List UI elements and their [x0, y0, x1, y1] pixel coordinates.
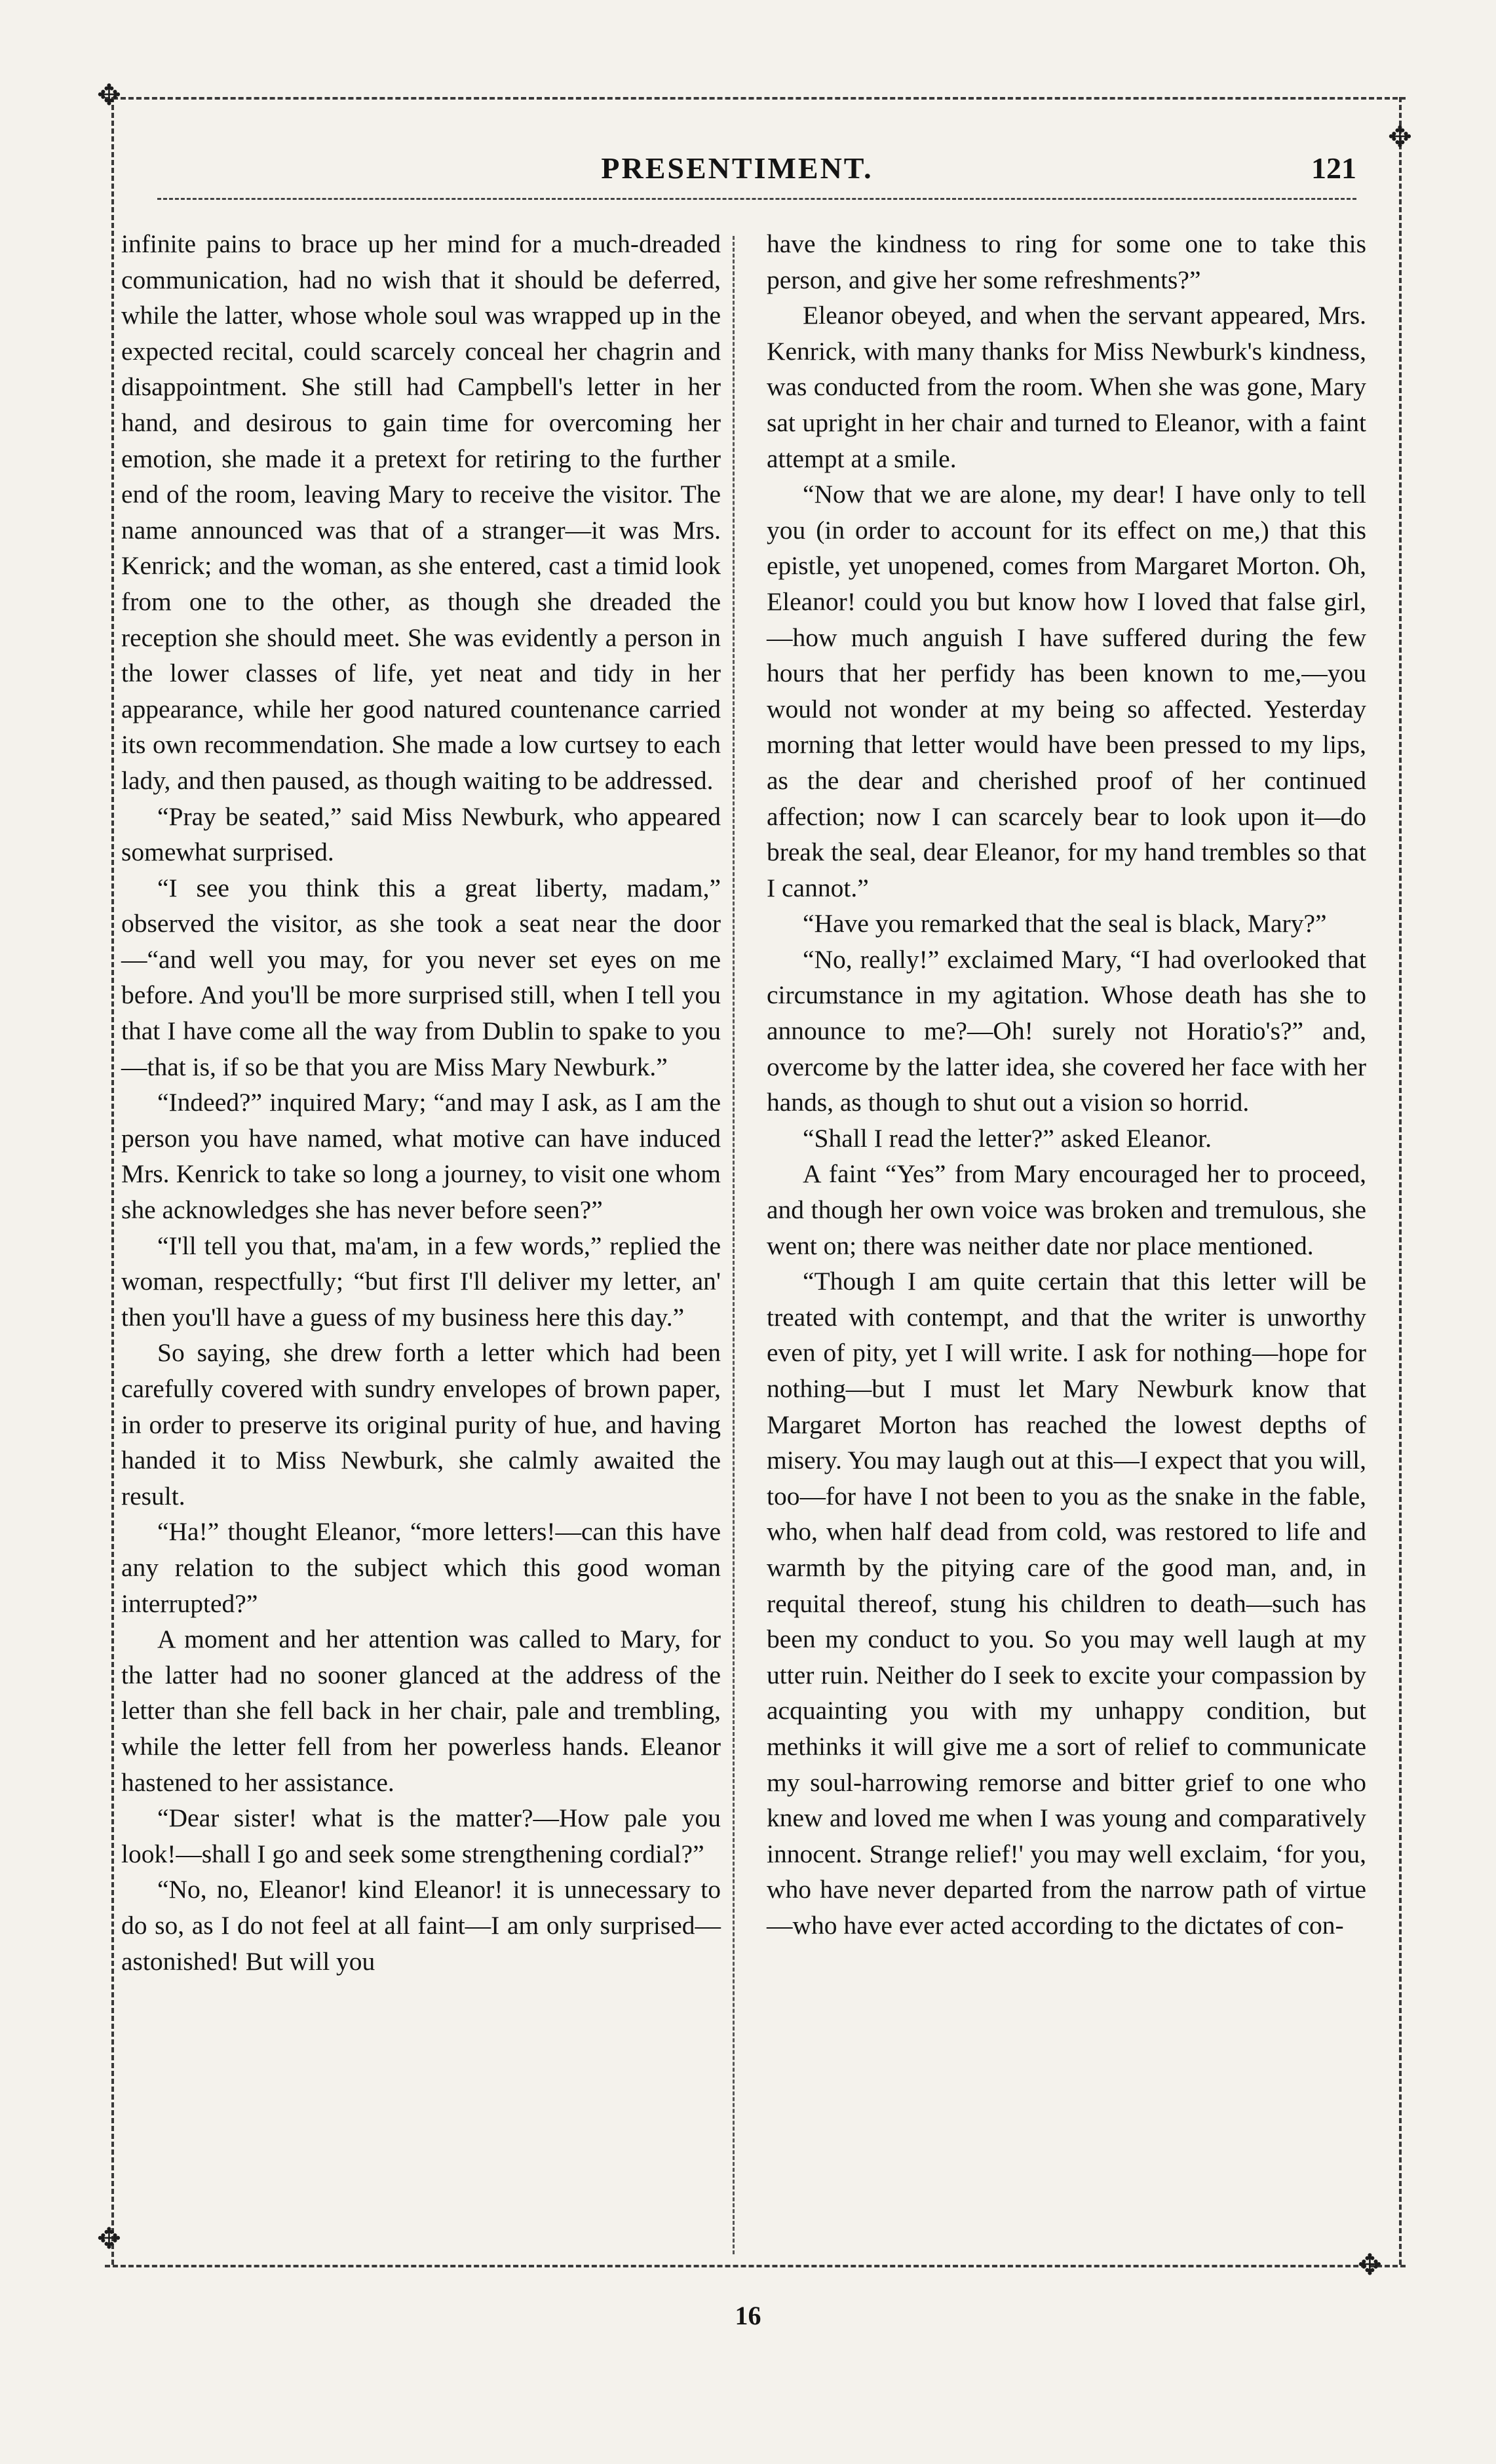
header-rule [157, 198, 1356, 200]
paragraph: “I'll tell you that, ma'am, in a few words,” replied the woman, respectfully; “but first I'll deliver my letter, an' then you'll have a guess of my business here this day.” [121, 1231, 721, 1332]
paragraph: “Indeed?” inquired Mary; “and may I ask, as I am the person you have named, what motive can have induced Mrs. Kenrick to take so long a journey, to visit one whom she acknowledges she has never before seen?” [121, 1088, 721, 1225]
border-left-rule [111, 97, 114, 2265]
column-divider [733, 236, 735, 2254]
paragraph: “Have you remarked that the seal is black, Mary?” [803, 909, 1327, 938]
paragraph: A moment and her attention was called to Mary, for the latter had no sooner glanced at the address of the letter than she fell back in her chair, pale and trembling, while the letter fell from her powerless hands. Eleanor hastened to her assistance. [121, 1625, 721, 1797]
left-column [121, 226, 721, 1979]
paragraph: “Shall I read the letter?” asked Eleanor. [803, 1123, 1212, 1153]
paragraph: “Though I am quite certain that this letter will be treated with contempt, and that the writer is unworthy even of pity, yet I will write. I ask for nothing—hope for nothing—but I must let Mary Newburk know that Margaret Morton has reached the lowest depths of misery. You may laugh out at this—I expect that you will, too—for have I not been to you as the snake in the fable, who, when half dead from cold, was restored to life and warmth by the pitying care of the good man, and, in requital thereof, stung his children to death—such has been my conduct to you. So you may well laugh at my utter ruin. Neither do I seek to excite your compassion by acquainting you with my unhappy condition, but methinks it will give me a sort of relief to communicate my soul-harrowing remorse and bitter grief to one who knew and loved me when I was young and comparatively innocent. Strange relief!' you may well exclaim, ‘for you, who have never departed from the narrow path of virtue—who have ever acted according to the dictates of con- [767, 1267, 1366, 1940]
border-right-rule [1399, 97, 1402, 2265]
paragraph: “Dear sister! what is the matter?—How pale you look!—shall I go and seek some strengthening cordial?” [121, 1803, 721, 1868]
corner-ornament-icon: ✥ [97, 2223, 121, 2255]
right-column [767, 226, 1366, 1944]
border-bottom-rule [105, 2265, 1406, 2267]
paragraph: have the kindness to ring for some one to take this person, and give her some refreshments?” [767, 229, 1366, 294]
corner-ornament-icon: ✥ [1358, 2249, 1382, 2281]
border-top-rule [105, 97, 1406, 100]
page-header [105, 151, 1370, 203]
paragraph: So saying, she drew forth a letter which had been carefully covered with sundry envelopes of brown paper, in order to preserve its original purity of hue, and having handed it to Miss Newburk, she calmly awaited the result. [121, 1338, 721, 1511]
paragraph: A faint “Yes” from Mary encouraged her to proceed, and though her own voice was broken and tremulous, she went on; there was neither date nor place mentioned. [767, 1159, 1366, 1260]
paragraph: Eleanor obeyed, and when the servant appeared, Mrs. Kenrick, with many thanks for Miss Newburk's kindness, was conducted from the room. When she was gone, Mary sat upright in her chair and turned to Eleanor, with a faint attempt at a smile. [767, 301, 1366, 473]
page-number: 121 [1311, 151, 1356, 185]
paragraph: “Ha!” thought Eleanor, “more letters!—can this have any relation to the subject which this good woman interrupted?” [121, 1517, 721, 1618]
paragraph: infinite pains to brace up her mind for a much-dreaded communication, had no wish that it should be deferred, while the latter, whose whole soul was wrapped up in the expected recital, could scarcely conceal her chagrin and disappointment. She still had Campbell's letter in her hand, and desirous to gain time for overcoming her emotion, she made it a pretext for retiring to the further end of the room, leaving Mary to receive the visitor. The name announced was that of a stranger—it was Mrs. Kenrick; and the woman, as she entered, cast a timid look from one to the other, as though she dreaded the reception she should meet. She was evidently a person in the lower classes of life, yet neat and tidy in her appearance, while her good natured countenance carried its own recommendation. She made a low curtsey to each lady, and then paused, as though waiting to be addressed. [121, 229, 721, 795]
paragraph: “I see you think this a great liberty, madam,” observed the visitor, as she took a seat near the door—“and well you may, for you never set eyes on me before. And you'll be more surprised still, when I tell you that I have come all the way from Dublin to spake to you—that is, if so be that you are Miss Mary Newburk.” [121, 873, 721, 1081]
paragraph: “Now that we are alone, my dear! I have only to tell you (in order to account for its effect on me,) that this epistle, yet unopened, comes from Margaret Morton. Oh, Eleanor! could you but know how I loved that false girl,—how much anguish I have suffered during the few hours that her perfidy has been known to me,—you would not wonder at my being so affected. Yesterday morning that letter would have been pressed to my lips, as the dear and cherished proof of her continued affection; now I can scarcely bear to look upon it—do break the seal, dear Eleanor, for my hand trembles so that I cannot.” [767, 480, 1366, 902]
paragraph: “No, really!” exclaimed Mary, “I had overlooked that circumstance in my agitation. Whose death has she to announce to me?—Oh! surely not Horatio's?” and, overcome by the latter idea, she covered her face with her hands, as though to shut out a vision so horrid. [767, 944, 1366, 1117]
corner-ornament-icon: ✥ [1388, 121, 1412, 153]
running-title: PRESENTIMENT. [601, 151, 873, 185]
paragraph: “No, no, Eleanor! kind Eleanor! it is unnecessary to do so, as I do not feel at all faint—I am only surprised—astonished! But will you [121, 1875, 721, 1976]
corner-ornament-icon: ✥ [97, 79, 121, 111]
folio-signature: 16 [735, 2301, 761, 2330]
paragraph: “Pray be seated,” said Miss Newburk, who appeared somewhat surprised. [121, 801, 721, 867]
